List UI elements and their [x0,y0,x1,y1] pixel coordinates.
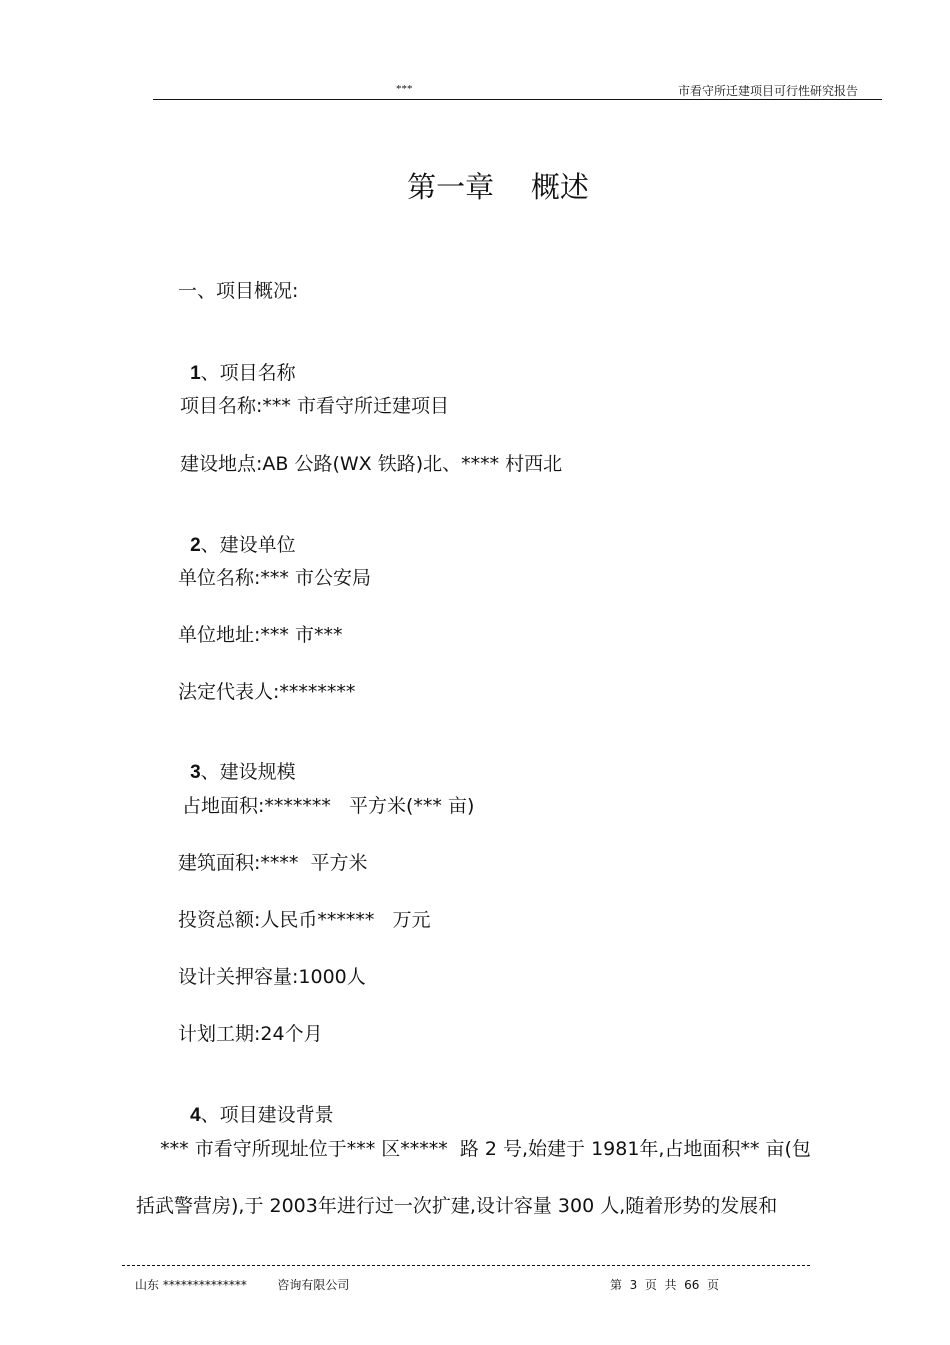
item-title: 、项目名称 [200,362,296,384]
item-title: 、建设规模 [200,761,296,783]
field-location: 建设地点:AB 公路(WX 铁路)北、**** 村西北 [180,453,563,475]
item-number: 1 [190,363,201,384]
field-unit-address: 单位地址:*** 市*** [178,624,343,646]
field-unit-name: 单位名称:*** 市公安局 [178,567,371,589]
chapter-title: 第一章 概述 [407,170,589,204]
item-heading-2 [178,508,296,557]
item-number: 4 [190,1105,201,1126]
field-capacity: 设计关押容量:1000人 [178,966,366,988]
field-land-area: 占地面积:******* 平方米(*** 亩) [182,795,475,817]
item-title: 、建设单位 [200,534,296,556]
header-rule [153,99,882,100]
field-legal-rep: 法定代表人:******** [178,681,356,703]
background-paragraph-line-2: 括武警营房),于 2003年进行过一次扩建,设计容量 300 人,随着形势的发展和 [136,1195,778,1217]
item-heading-1 [178,336,296,385]
background-paragraph-line-1: *** 市看守所现址位于*** 区***** 路 2 号,始建于 1981年,占地面积** 亩(包 [136,1138,811,1160]
page-header-right: 市看守所迁建项目可行性研究报告 [677,84,858,98]
field-building-area: 建筑面积:**** 平方米 [178,852,368,874]
item-number: 2 [190,535,201,556]
footer-company: 山东 ************** 咨询有限公司 [135,1278,350,1292]
page-header-left: *** [396,83,413,95]
footer-rule [122,1265,810,1266]
item-heading-3 [178,735,296,784]
item-number: 3 [190,762,201,783]
field-project-name: 项目名称:*** 市看守所迁建项目 [180,395,449,417]
field-schedule: 计划工期:24个月 [178,1023,323,1045]
footer-page-number: 第 3 页 共 66 页 [610,1278,720,1292]
item-heading-4 [178,1078,334,1127]
item-title: 、项目建设背景 [200,1104,334,1126]
field-investment: 投资总额:人民币****** 万元 [178,909,431,931]
section-heading: 一、项目概况: [178,280,299,302]
